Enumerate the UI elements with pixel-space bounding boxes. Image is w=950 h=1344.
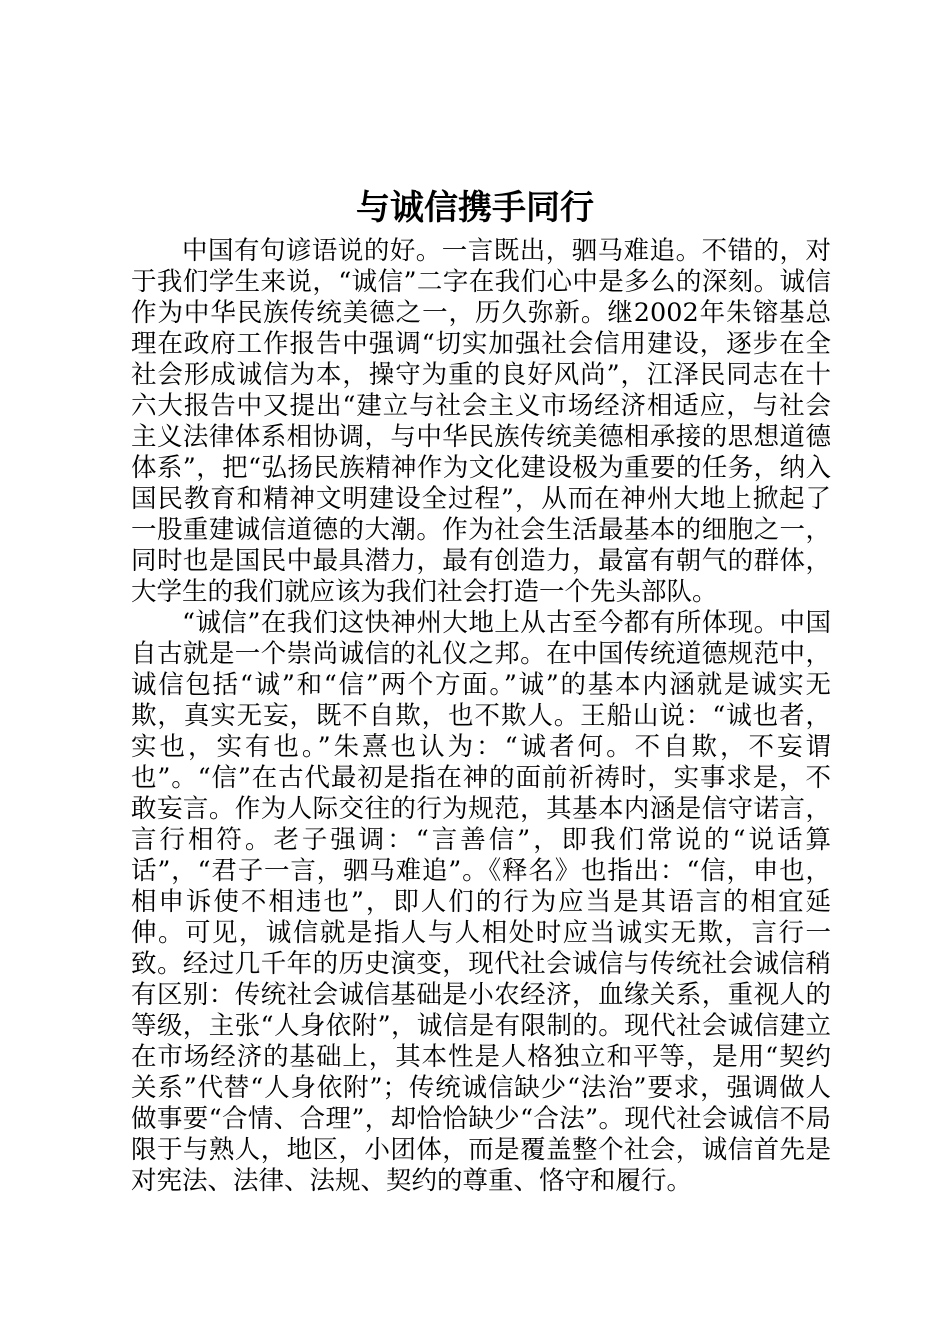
paragraph-2: “诚信”在我们这快神州大地上从古至今都有所体现。中国自古就是一个崇尚诚信的礼仪之邦。在中国传统道德规范中，诚信包括“诚”和“信”两个方面。”诚”的基本内涵就是诚实无欺，真实无妄，既不自欺，也不欺人。王船山说：“诚也者，实也，实有也。”朱熹也认为：“诚者何。不自欺，不妄谓也”。“信”在古代最初是指在神的面前祈祷时，实事求是，不敢妄言。作为人际交往的行为规范，其基本内涵是信守诺言，言行相符。老子强调：“言善信”，即我们常说的“说话算话”，“君子一言，驷马难追”。《释名》也指出：“信，申也，相申诉使不相违也”，即人们的行为应当是其语言的相宜延伸。可见，诚信就是指人与人相处时应当诚实无欺，言行一致。经过几千年的历史演变，现代社会诚信与传统社会诚信稍有区别：传统社会诚信基础是小农经济，血缘关系，重视人的等级，主张“人身依附”，诚信是有限制的。现代社会诚信建立在市场经济的基础上，其本性是人格独立和平等，是用“契约关系”代替“人身依附”；传统诚信缺少“法治”要求，强调做人做事要“合情、合理”，却恰恰缺少“合法”。现代社会诚信不局限于与熟人，地区，小团体，而是覆盖整个社会，诚信首先是对宪法、法律、法规、契约的尊重、恪守和履行。 bbox=[131, 608, 831, 1196]
paragraph-1: 中国有句谚语说的好。一言既出，驷马难追。不错的，对于我们学生来说，“诚信”二字在我们心中是多么的深刻。诚信作为中华民族传统美德之一，历久弥新。继2002年朱镕基总理在政府工作报告中强调“切实加强社会信用建设，逐步在全社会形成诚信为本，操守为重的良好风尚”，江泽民同志在十六大报告中又提出“建立与社会主义市场经济相适应，与社会主义法律体系相协调，与中华民族传统美德相承接的思想道德体系”，把“弘扬民族精神作为文化建设极为重要的任务，纳入国民教育和精神文明建设全过程”，从而在神州大地上掀起了一股重建诚信道德的大潮。作为社会生活最基本的细胞之一，同时也是国民中最具潜力，最有创造力，最富有朝气的群体，大学生的我们就应该为我们社会打造一个先头部队。 bbox=[131, 236, 831, 607]
document-title: 与诚信携手同行 bbox=[356, 188, 594, 228]
document-body bbox=[131, 236, 831, 1197]
